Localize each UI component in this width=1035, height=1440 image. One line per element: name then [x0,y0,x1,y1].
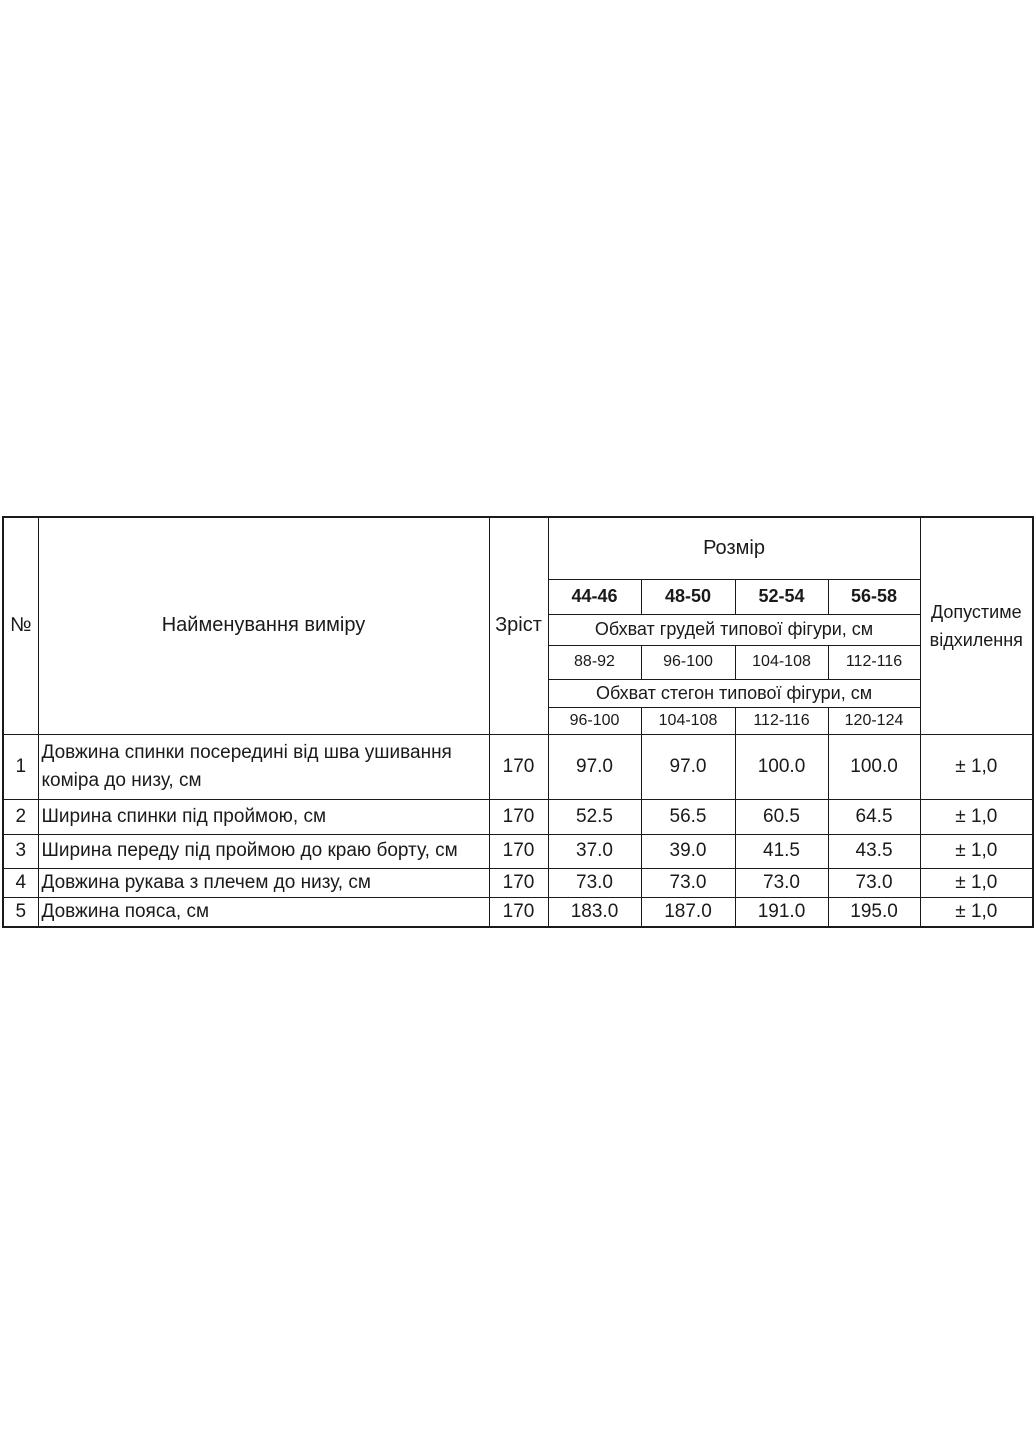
row-value: 73.0 [548,868,641,897]
row-tolerance: ± 1,0 [920,834,1033,868]
table-row [3,897,1033,927]
row-value: 39.0 [641,834,735,868]
row-value: 100.0 [735,734,828,799]
row-value: 56.5 [641,799,735,834]
row-height: 170 [489,868,548,897]
row-name: Довжина рукава з плечем до низу, см [38,868,489,897]
row-value: 41.5 [735,834,828,868]
row-value: 43.5 [828,834,920,868]
header-height: Зріст [489,517,548,734]
row-value: 97.0 [641,734,735,799]
header-hips-label: Обхват стегон типової фігури, см [548,679,920,707]
row-name: Ширина переду під проймою до краю борту, см [38,834,489,868]
row-tolerance: ± 1,0 [920,897,1033,927]
row-value: 195.0 [828,897,920,927]
hips-range: 104-108 [641,707,735,734]
row-value: 187.0 [641,897,735,927]
row-value: 183.0 [548,897,641,927]
header-tolerance: Допустиме відхилення [920,517,1033,734]
header-size: 52-54 [735,579,828,614]
row-value: 97.0 [548,734,641,799]
table-row [3,734,1033,799]
row-number: 1 [3,734,38,799]
row-value: 191.0 [735,897,828,927]
header-number: № [3,517,38,734]
chest-range: 104-108 [735,645,828,679]
table-row [3,868,1033,897]
hips-range: 120-124 [828,707,920,734]
row-value: 60.5 [735,799,828,834]
header-size: 56-58 [828,579,920,614]
row-value: 73.0 [735,868,828,897]
row-name: Довжина спинки посередині від шва ушивання коміра до низу, см [38,734,489,799]
size-chart-table [2,516,1034,928]
row-height: 170 [489,897,548,927]
header-measurement-name: Найменування виміру [38,517,489,734]
row-name: Довжина пояса, см [38,897,489,927]
hips-range: 112-116 [735,707,828,734]
header-size: 48-50 [641,579,735,614]
row-height: 170 [489,734,548,799]
header-size-group: Розмір [548,517,920,579]
row-value: 52.5 [548,799,641,834]
chest-range: 112-116 [828,645,920,679]
row-value: 73.0 [828,868,920,897]
table-row [3,799,1033,834]
header-chest-label: Обхват грудей типової фігури, см [548,614,920,645]
row-height: 170 [489,834,548,868]
table-row [3,834,1033,868]
row-number: 5 [3,897,38,927]
row-number: 2 [3,799,38,834]
row-value: 64.5 [828,799,920,834]
row-height: 170 [489,799,548,834]
chest-range: 96-100 [641,645,735,679]
row-value: 73.0 [641,868,735,897]
row-tolerance: ± 1,0 [920,799,1033,834]
chest-range: 88-92 [548,645,641,679]
row-value: 37.0 [548,834,641,868]
row-number: 4 [3,868,38,897]
row-value: 100.0 [828,734,920,799]
row-number: 3 [3,834,38,868]
header-size: 44-46 [548,579,641,614]
row-tolerance: ± 1,0 [920,734,1033,799]
hips-range: 96-100 [548,707,641,734]
row-tolerance: ± 1,0 [920,868,1033,897]
row-name: Ширина спинки під проймою, см [38,799,489,834]
